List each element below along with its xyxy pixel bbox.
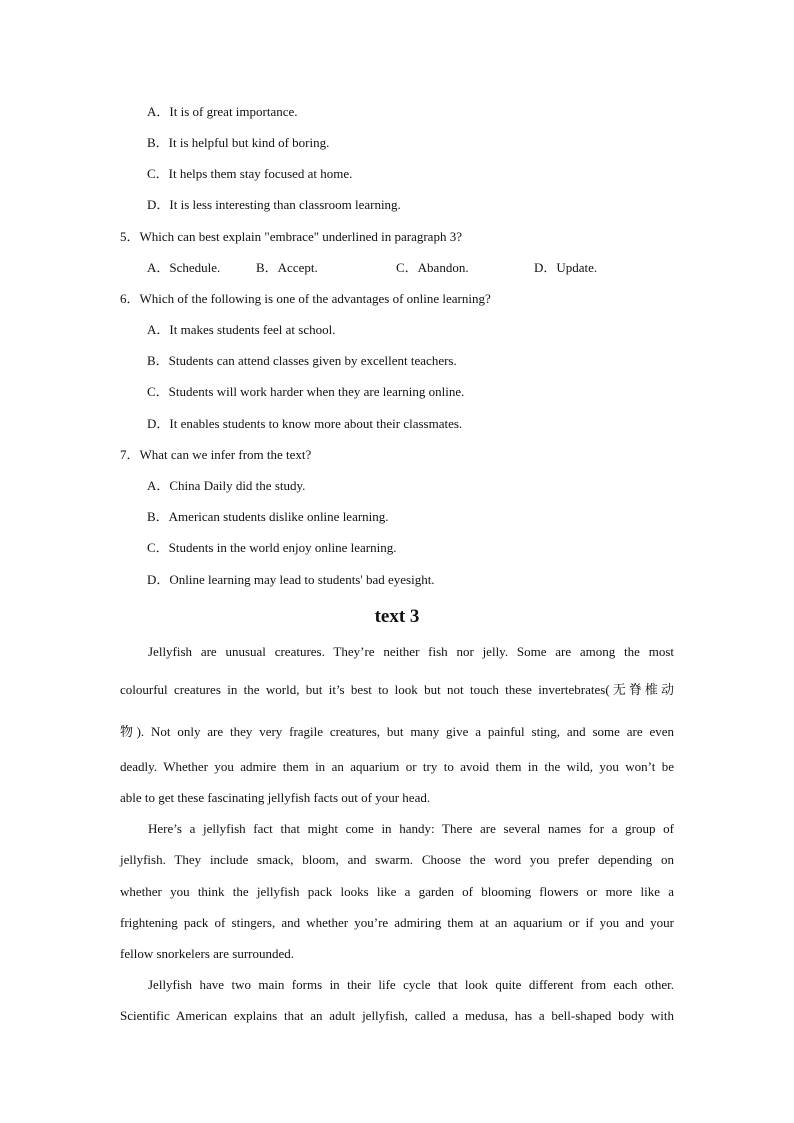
q5-option-c: C．Abandon. bbox=[396, 260, 469, 275]
q7-option-a: A．China Daily did the study. bbox=[147, 478, 306, 493]
paragraph-2-line-2: jellyfish. They include smack, bloom, and swarm. Choose the word you prefer depending on bbox=[120, 852, 674, 867]
q4-option-b: B．It is helpful but kind of boring. bbox=[147, 135, 330, 150]
paragraph-1-line-3: 物). Not only are they very fragile creatures, but many give a painful sting, and some are even bbox=[120, 724, 674, 739]
paragraph-1-line-5: able to get these fascinating jellyfish facts out of your head. bbox=[120, 790, 431, 805]
paragraph-2-line-3: whether you think the jellyfish pack looks like a garden of blooming flowers or more like a bbox=[120, 884, 674, 899]
q7-stem: 7．What can we infer from the text? bbox=[120, 447, 312, 462]
q7-option-d: D．Online learning may lead to students' bad eyesight. bbox=[147, 572, 435, 587]
paragraph-3-line-1: Jellyfish have two main forms in their life cycle that look quite different from each other. bbox=[148, 977, 674, 992]
paragraph-2-line-5: fellow snorkelers are surrounded. bbox=[120, 946, 294, 961]
q6-option-a: A．It makes students feel at school. bbox=[147, 322, 336, 337]
q7-option-b: B．American students dislike online learning. bbox=[147, 509, 389, 524]
section-title: text 3 bbox=[374, 606, 420, 627]
paragraph-1-line-1: Jellyfish are unusual creatures. They’re neither fish nor jelly. Some are among the most bbox=[148, 644, 674, 659]
q4-option-d: D．It is less interesting than classroom learning. bbox=[147, 197, 401, 212]
q5-option-d: D．Update. bbox=[534, 260, 598, 275]
q4-option-c: C．It helps them stay focused at home. bbox=[147, 166, 353, 181]
q4-option-a: A．It is of great importance. bbox=[147, 104, 298, 119]
q6-option-c: C．Students will work harder when they are learning online. bbox=[147, 384, 465, 399]
q6-option-b: B．Students can attend classes given by excellent teachers. bbox=[147, 353, 457, 368]
q5-option-b: B．Accept. bbox=[256, 260, 318, 275]
q7-option-c: C．Students in the world enjoy online learning. bbox=[147, 540, 397, 555]
q6-stem: 6．Which of the following is one of the advantages of online learning? bbox=[120, 291, 491, 306]
paragraph-2-line-4: frightening pack of stingers, and whether you’re admiring them at an aquarium or if you and your bbox=[120, 915, 674, 930]
q6-option-d: D．It enables students to know more about their classmates. bbox=[147, 416, 463, 431]
paragraph-1-line-4: deadly. Whether you admire them in an aquarium or try to avoid them in the wild, you won’t be bbox=[120, 759, 674, 774]
paragraph-2-line-1: Here’s a jellyfish fact that might come in handy: There are several names for a group of bbox=[148, 821, 674, 836]
paragraph-1-line-2: colourful creatures in the world, but it’s best to look but not touch these invertebrates(无脊椎动 bbox=[120, 682, 674, 697]
q5-option-a: A．Schedule. bbox=[147, 260, 221, 275]
paragraph-3-line-2: Scientific American explains that an adult jellyfish, called a medusa, has a bell-shaped body with bbox=[120, 1008, 674, 1023]
q5-stem: 5．Which can best explain "embrace" underlined in paragraph 3? bbox=[120, 229, 462, 244]
